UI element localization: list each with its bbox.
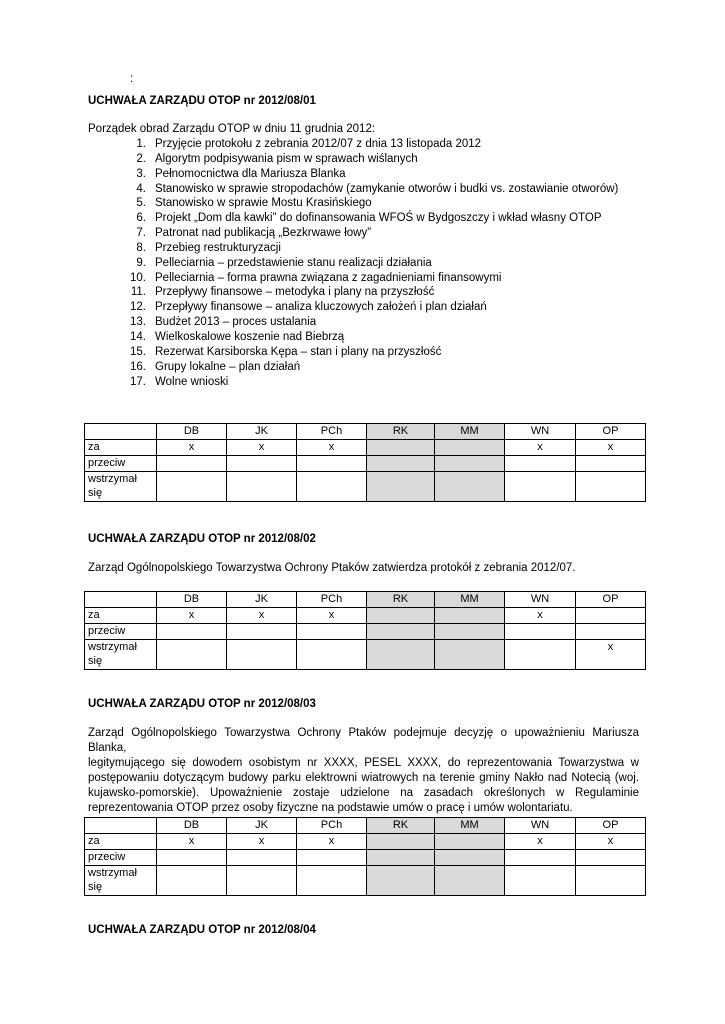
agenda-item-number: 15.: [130, 345, 146, 358]
agenda-item-text: Wielkoskalowe koszenie nad Biebrzą: [155, 330, 345, 343]
agenda-item-number: 6.: [136, 212, 146, 225]
vote-cell: [505, 456, 576, 472]
agenda-item-text: Patronat nad publikacją „Bezkrwawe łowy”: [155, 227, 372, 240]
vote-header-cell: OP: [576, 818, 646, 834]
vote-cell: [435, 866, 505, 896]
vote-header-empty: [85, 818, 157, 834]
vote-header-cell: DB: [157, 592, 227, 608]
vote-header-cell: PCh: [297, 424, 367, 440]
vote-cell: [367, 624, 435, 640]
vote-cell: [435, 640, 505, 670]
vote-mark: x: [157, 608, 227, 624]
vote-row-label-line: wstrzymał: [88, 641, 137, 653]
vote-row-wstrzymal: [85, 866, 646, 896]
resolution-3-line: reprezentowania OTOP przez osoby fizyczne na podstawie umów o pracę i umów wolontariatu.: [88, 802, 573, 814]
vote-cell: [576, 624, 646, 640]
vote-mark: x: [505, 834, 576, 850]
vote-row-label-line: się: [88, 881, 103, 893]
vote-cell: [297, 472, 367, 502]
vote-cell: [435, 850, 505, 866]
vote-cell: [367, 834, 435, 850]
vote-row-label: przeciw: [85, 624, 157, 640]
vote-mark: x: [297, 608, 367, 624]
vote-table-2: [84, 591, 646, 670]
agenda-item-number: 9.: [136, 256, 146, 269]
agenda-item-number: 3.: [136, 167, 146, 180]
vote-mark: x: [297, 834, 367, 850]
vote-row-wstrzymal: [85, 640, 646, 670]
vote-cell: [227, 456, 297, 472]
vote-cell: [576, 866, 646, 896]
vote-mark: x: [505, 440, 576, 456]
vote-cell: [227, 850, 297, 866]
vote-cell: [576, 472, 646, 502]
vote-cell: [297, 866, 367, 896]
vote-cell: [435, 834, 505, 850]
vote-cell: [367, 850, 435, 866]
agenda-item-number: 14.: [130, 330, 146, 343]
vote-cell: [227, 624, 297, 640]
vote-row-label: [85, 640, 157, 670]
vote-mark: x: [227, 440, 297, 456]
vote-row-label: za: [85, 608, 157, 624]
vote-cell: [576, 850, 646, 866]
vote-cell: [576, 608, 646, 624]
resolution-3-line: Zarząd Ogólnopolskiego Towarzystwa Ochrony Ptaków podejmuje decyzję o upoważnieniu Mariusza Blanka,: [88, 727, 639, 754]
vote-row-label-line: wstrzymał: [88, 867, 137, 879]
agenda-item-number: 11.: [130, 286, 146, 299]
agenda-item-text: Przyjęcie protokołu z zebrania 2012/07 z dnia 13 listopada 2012: [155, 138, 482, 150]
agenda-intro: Porządek obrad Zarządu OTOP w dniu 11 grudnia 2012:: [88, 123, 376, 135]
resolution-4-title: UCHWAŁA ZARZĄDU OTOP nr 2012/08/04: [88, 924, 316, 936]
agenda-item-number: 4.: [136, 182, 146, 195]
vote-header-cell: WN: [505, 592, 576, 608]
vote-header-row: [85, 592, 646, 608]
vote-header-cell: DB: [157, 424, 227, 440]
vote-header-cell: WN: [505, 818, 576, 834]
resolution-3-line: postępowaniu dotyczącym budowy parku elektrowni wiatrowych na terenie gminy Nakło nad Notecią (woj.: [88, 772, 639, 784]
vote-cell: [157, 640, 227, 670]
resolution-1-title: UCHWAŁA ZARZĄDU OTOP nr 2012/08/01: [88, 95, 316, 107]
vote-header-cell: JK: [227, 424, 297, 440]
colon-mark: :: [130, 73, 134, 85]
agenda-item-text: Projekt „Dom dla kawki” do dofinansowania WFOŚ w Bydgoszczy i wkład własny OTOP: [155, 212, 602, 225]
agenda-item-text: Stanowisko w sprawie Mostu Krasińskiego: [155, 197, 372, 210]
agenda-item-number: 12.: [130, 301, 146, 314]
vote-row-label-line: się: [88, 655, 103, 667]
vote-cell: [435, 440, 505, 456]
vote-cell: [367, 640, 435, 670]
vote-cell: [227, 640, 297, 670]
vote-cell: [367, 440, 435, 456]
vote-mark: x: [157, 834, 227, 850]
vote-cell: [297, 850, 367, 866]
agenda-item-text: Budżet 2013 – proces ustalania: [155, 316, 317, 329]
vote-row-przeciw: [85, 850, 646, 866]
vote-cell: [157, 472, 227, 502]
vote-mark: x: [227, 608, 297, 624]
agenda-item-number: 8.: [136, 241, 146, 254]
vote-row-label: za: [85, 440, 157, 456]
vote-cell: [576, 456, 646, 472]
vote-cell: [435, 624, 505, 640]
vote-header-cell: RK: [367, 818, 435, 834]
vote-mark: x: [576, 834, 646, 850]
vote-header-cell: JK: [227, 592, 297, 608]
agenda-item-text: Algorytm podpisywania pism w sprawach wiślanych: [155, 152, 418, 165]
vote-table-3: [84, 817, 646, 896]
agenda-item-text: Pelleciarnia – przedstawienie stanu realizacji działania: [155, 256, 432, 269]
vote-row-label-line: się: [88, 487, 103, 499]
vote-row-label: za: [85, 834, 157, 850]
agenda-item-number: 1.: [136, 138, 146, 150]
vote-cell: [505, 472, 576, 502]
resolution-2-title: UCHWAŁA ZARZĄDU OTOP nr 2012/08/02: [88, 533, 316, 545]
agenda-item-text: Przepływy finansowe – metodyka i plany na przyszłość: [155, 286, 435, 299]
agenda-item-text: Rezerwat Karsiborska Kępa – stan i plany na przyszłość: [155, 345, 442, 358]
vote-mark: x: [505, 608, 576, 624]
vote-header-row: [85, 818, 646, 834]
agenda-item-text: Pelleciarnia – forma prawna związana z zagadnieniami finansowymi: [155, 271, 502, 284]
vote-header-cell: WN: [505, 424, 576, 440]
vote-mark: x: [227, 834, 297, 850]
resolution-3-line: kujawsko-pomorskie). Upoważnienie zostaje udzielone na zasadach określonych w Regulaminie: [88, 787, 639, 799]
vote-cell: [435, 456, 505, 472]
vote-row-wstrzymal: [85, 472, 646, 502]
vote-header-cell: JK: [227, 818, 297, 834]
agenda-item-number: 2.: [136, 152, 146, 165]
vote-cell: [505, 850, 576, 866]
vote-header-cell: MM: [435, 592, 505, 608]
vote-header-empty: [85, 592, 157, 608]
vote-header-cell: DB: [157, 818, 227, 834]
vote-header-cell: PCh: [297, 592, 367, 608]
vote-cell: [157, 866, 227, 896]
agenda-item-number: 17.: [130, 375, 146, 388]
agenda-item-text: Przepływy finansowe – analiza kluczowych założeń i plan działań: [155, 301, 487, 314]
vote-header-cell: PCh: [297, 818, 367, 834]
vote-mark: x: [576, 440, 646, 456]
agenda-item-number: 7.: [136, 227, 146, 240]
vote-cell: [435, 608, 505, 624]
vote-cell: [227, 866, 297, 896]
vote-row-przeciw: [85, 456, 646, 472]
vote-row-label: przeciw: [85, 456, 157, 472]
vote-cell: [157, 850, 227, 866]
vote-cell: [367, 456, 435, 472]
vote-row-przeciw: [85, 624, 646, 640]
vote-mark: x: [576, 640, 646, 670]
vote-header-cell: RK: [367, 424, 435, 440]
vote-table-1: [84, 423, 646, 502]
vote-row-za: [85, 608, 646, 624]
vote-header-row: [85, 424, 646, 440]
vote-cell: [157, 624, 227, 640]
vote-row-label: przeciw: [85, 850, 157, 866]
vote-row-label: [85, 472, 157, 502]
vote-cell: [367, 608, 435, 624]
resolution-3-line: legitymującego się dowodem osobistym nr XXXX, PESEL XXXX, do reprezentowania Towarzystwa w: [88, 757, 639, 769]
vote-cell: [297, 640, 367, 670]
vote-cell: [227, 472, 297, 502]
vote-cell: [435, 472, 505, 502]
agenda-item-text: Przebieg restrukturyzacji: [155, 241, 281, 254]
vote-header-cell: OP: [576, 592, 646, 608]
agenda-item-text: Grupy lokalne – plan działań: [155, 360, 301, 373]
agenda-item-text: Stanowisko w sprawie stropodachów (zamykanie otworów i budki vs. zostawianie otworów): [155, 182, 619, 195]
agenda-item-text: Wolne wnioski: [155, 375, 229, 388]
vote-header-cell: MM: [435, 818, 505, 834]
agenda-item-text: Pełnomocnictwa dla Mariusza Blanka: [155, 167, 346, 180]
resolution-2-text: Zarząd Ogólnopolskiego Towarzystwa Ochrony Ptaków zatwierdza protokół z zebrania 2012/07.: [88, 562, 576, 574]
vote-cell: [157, 456, 227, 472]
vote-cell: [505, 640, 576, 670]
vote-cell: [505, 866, 576, 896]
vote-header-cell: RK: [367, 592, 435, 608]
vote-cell: [505, 624, 576, 640]
vote-mark: x: [157, 440, 227, 456]
agenda-item-number: 10.: [130, 271, 146, 284]
vote-row-za: [85, 440, 646, 456]
vote-mark: x: [297, 440, 367, 456]
vote-cell: [367, 866, 435, 896]
vote-cell: [297, 624, 367, 640]
vote-header-empty: [85, 424, 157, 440]
vote-row-label: [85, 866, 157, 896]
vote-row-za: [85, 834, 646, 850]
vote-row-label-line: wstrzymał: [88, 473, 137, 485]
resolution-3-text: [88, 726, 639, 816]
resolution-3-title: UCHWAŁA ZARZĄDU OTOP nr 2012/08/03: [88, 698, 316, 710]
vote-cell: [367, 472, 435, 502]
agenda-item-number: 16.: [130, 360, 146, 373]
vote-header-cell: MM: [435, 424, 505, 440]
vote-header-cell: OP: [576, 424, 646, 440]
vote-cell: [297, 456, 367, 472]
agenda-item-number: 13.: [130, 316, 146, 329]
agenda-item-number: 5.: [136, 197, 146, 210]
